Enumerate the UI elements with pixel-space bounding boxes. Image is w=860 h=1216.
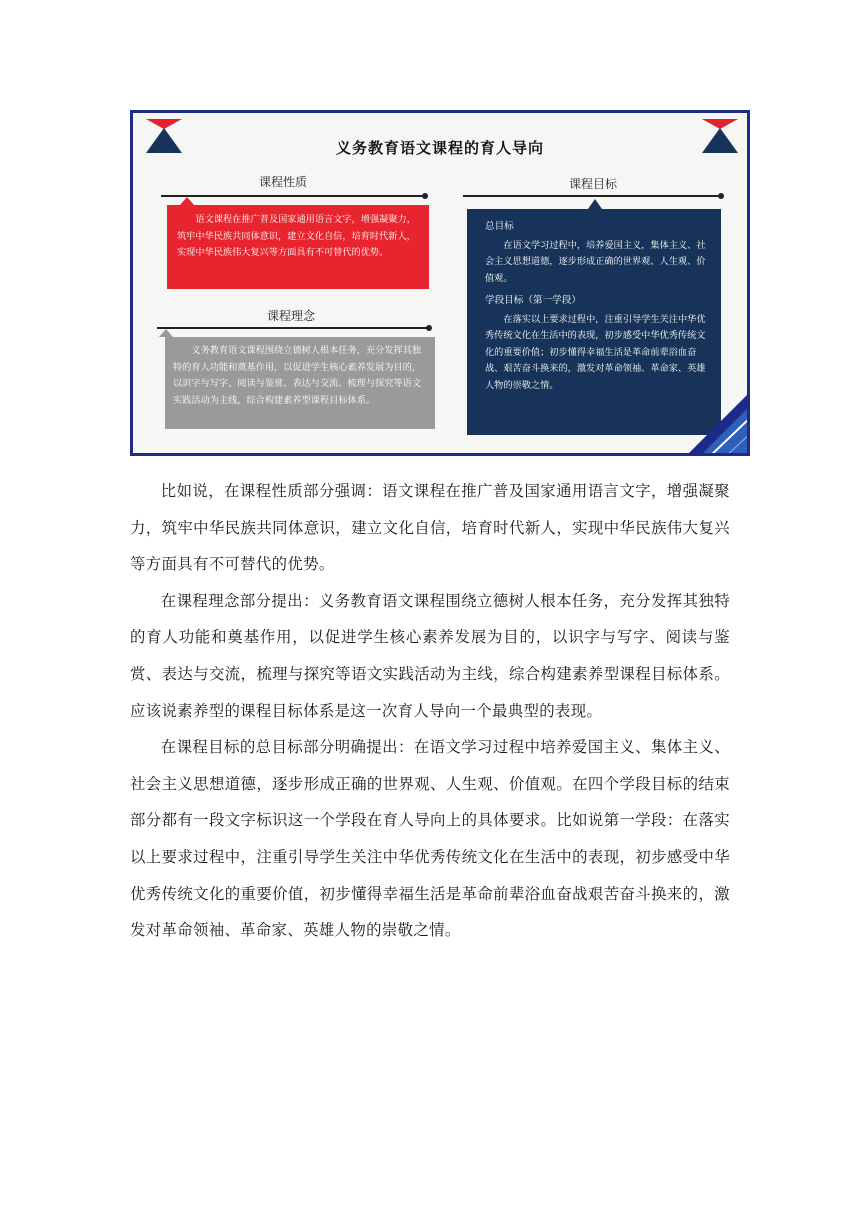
overall-goal-text: 在语文学习过程中，培养爱国主义，集体主义、社会主义思想道德，逐步形成正确的世界观、人生观、价值观。 (485, 239, 706, 284)
article-body (130, 473, 730, 949)
concept-heading: 课程理念 (266, 309, 315, 323)
concept-text: 义务教育语文课程围绕立德树人根本任务，充分发挥其独特的育人功能和奠基作用，以促进学生核心素养发展为目的，以识字与写字、阅读与鉴赏、表达与交流、梳理与探究等语文实践活动为主线，综合构建素养型课程目标体系。 (173, 345, 422, 406)
concept-box (165, 337, 435, 429)
nature-heading: 课程性质 (258, 175, 307, 189)
infographic (130, 110, 750, 456)
stage-goal-text: 在落实以上要求过程中，注重引导学生关注中华优秀传统文化在生活中的表现，初步感受中华优秀传统文化的重要价值；初步懂得幸福生活是革命前辈浴血奋战、艰苦奋斗换来的，激发对革命领袖、革命家、英雄人物的崇敬之情。 (485, 313, 706, 391)
nature-pointer (180, 197, 194, 205)
nature-divider (161, 195, 425, 197)
paragraph-nature: 比如说，在课程性质部分强调：语文课程在推广普及国家通用语言文字，增强凝聚力，筑牢中华民族共同体意识，建立文化自信，培育时代新人，实现中华民族伟大复兴等方面具有不可替代的优势。 (130, 482, 730, 574)
paragraph-concept: 在课程理念部分提出：义务教育语文课程围绕立德树人根本任务，充分发挥其独特的育人功能和奠基作用，以促进学生核心素养发展为目的，以识字与写字、阅读与鉴赏、表达与交流，梳理与探究等语文实践活动为主线，综合构建素养型课程目标体系。应该说素养型的课程目标体系是这一次育人导向一个最典型的表现。 (130, 591, 730, 720)
corner-ornament (683, 389, 750, 456)
infographic-title: 义务教育语文课程的育人导向 (335, 139, 544, 157)
nature-text: 语文课程在推广普及国家通用语言文字，增强凝聚力，筑牢中华民族共同体意识，建立文化自信，培育时代新人，实现中华民族伟大复兴等方面具有不可替代的优势。 (177, 214, 416, 258)
goals-heading: 课程目标 (568, 177, 617, 191)
concept-divider (157, 327, 429, 329)
nature-box (167, 205, 429, 289)
concept-pointer (159, 329, 173, 337)
goals-divider (463, 195, 721, 197)
overall-goal-label: 总目标 (485, 221, 514, 232)
goals-pointer (588, 199, 602, 209)
stage-goal-label: 学段目标（第一学段） (485, 295, 581, 306)
paragraph-goals: 在课程目标的总目标部分明确提出：在语文学习过程中培养爱国主义、集体主义、社会主义思想道德，逐步形成正确的世界观、人生观、价值观。在四个学段目标的结束部分都有一段文字标识这一个学段在育人导向上的具体要求。比如说第一学段：在落实以上要求过程中，注重引导学生关注中华优秀传统文化在生活中的表现，初步感受中华优秀传统文化的重要价值，初步懂得幸福生活是革命前辈浴血奋战艰苦奋斗换来的，激发对革命领袖、革命家、英雄人物的崇敬之情。 (130, 738, 730, 940)
